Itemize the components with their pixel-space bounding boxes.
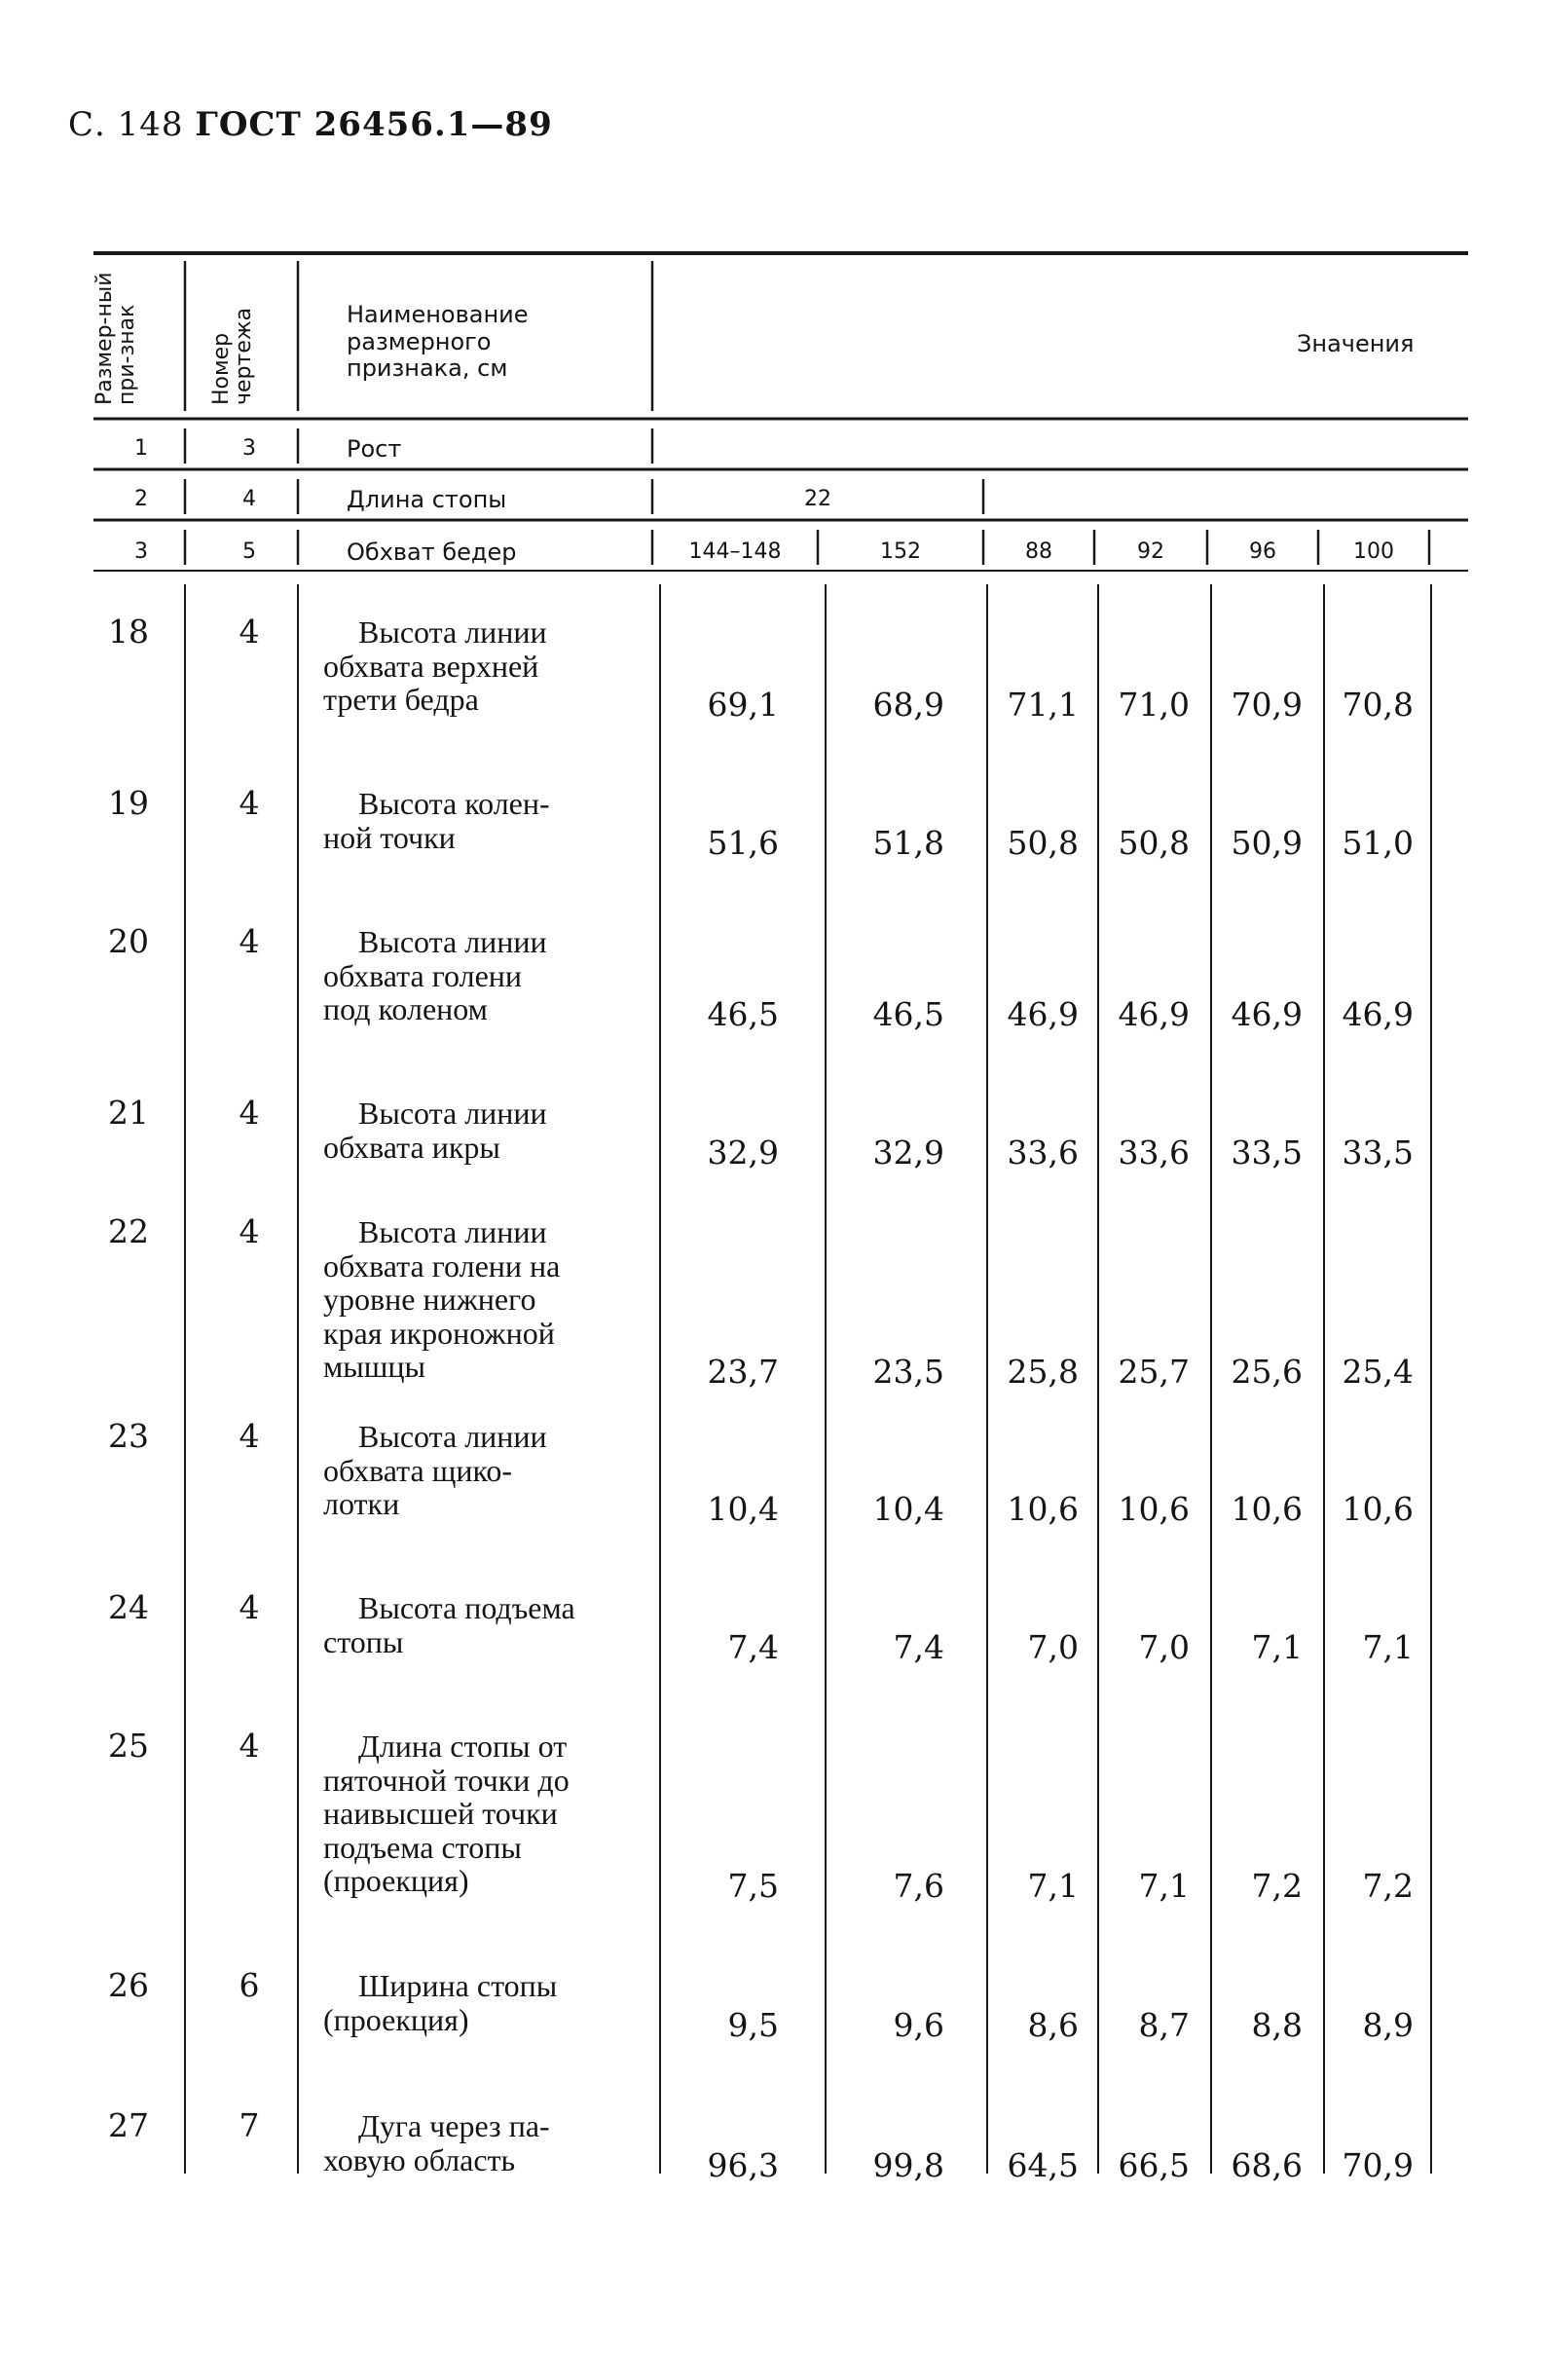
- row-value: 50,9: [1231, 823, 1303, 862]
- row-name-line: Высота колен-: [358, 786, 550, 821]
- row-drawing: 4: [239, 1212, 260, 1250]
- row-name-line: Дуга через па-: [358, 2108, 550, 2143]
- row-name-line: обхвата щико-: [323, 1452, 513, 1488]
- row-value: 68,6: [1231, 2145, 1303, 2184]
- row-drawing: 4: [239, 613, 260, 651]
- row-number: 26: [108, 1966, 149, 2004]
- row-name-line: Высота линии: [358, 614, 547, 650]
- param-value: 152: [880, 539, 921, 564]
- row-value: 70,8: [1342, 686, 1414, 724]
- row-name-line: под коленом: [323, 991, 488, 1026]
- row-drawing: 4: [239, 784, 260, 822]
- row-value: 70,9: [1231, 686, 1303, 724]
- row-value: 51,0: [1342, 823, 1414, 862]
- row-drawing: 6: [239, 1966, 260, 2004]
- row-value: 33,5: [1342, 1133, 1414, 1171]
- row-name-line: ховую область: [323, 2141, 516, 2177]
- row-name-line: стопы: [323, 1623, 404, 1659]
- param-value: 22: [804, 487, 831, 511]
- row-name-line: (проекция): [323, 1863, 469, 1898]
- row-name-line: пяточной точки до: [323, 1762, 570, 1798]
- param-value: 92: [1137, 539, 1164, 564]
- row-name-line: обхвата голени на: [323, 1247, 561, 1283]
- row-drawing: 7: [239, 2106, 260, 2144]
- row-value: 70,9: [1342, 2145, 1414, 2184]
- row-value: 23,7: [707, 1353, 779, 1391]
- param-row-name: Обхват бедер: [347, 539, 517, 566]
- row-value: 50,8: [1118, 823, 1190, 862]
- row-value: 46,9: [1007, 995, 1079, 1033]
- row-value: 51,8: [872, 823, 944, 862]
- row-value: 23,5: [872, 1353, 944, 1391]
- param-row-number: 3: [134, 539, 148, 564]
- row-value: 33,6: [1118, 1133, 1190, 1171]
- column-header-drawing: Номер чертежа: [209, 307, 257, 405]
- row-number: 27: [108, 2106, 149, 2144]
- row-value: 50,8: [1007, 823, 1079, 862]
- param-row-name: Длина стопы: [347, 486, 507, 513]
- row-value: 68,9: [872, 686, 944, 724]
- row-value: 46,5: [707, 995, 779, 1033]
- row-value: 7,4: [727, 1627, 779, 1666]
- row-value: 96,3: [707, 2145, 779, 2184]
- row-value: 7,1: [1138, 1867, 1190, 1905]
- row-name-line: Высота линии: [358, 1096, 547, 1131]
- param-value: 144–148: [688, 539, 782, 564]
- param-row-name: Рост: [347, 435, 402, 463]
- row-value: 8,8: [1251, 2005, 1303, 2044]
- row-name-line: обхвата голени: [323, 957, 523, 993]
- row-value: 46,9: [1231, 995, 1303, 1033]
- row-value: 10,4: [872, 1490, 944, 1528]
- row-name-line: трети бедра: [323, 682, 479, 717]
- row-value: 9,6: [893, 2005, 944, 2044]
- row-name-line: Высота линии: [358, 1214, 547, 1249]
- row-name-line: подъема стопы: [323, 1829, 522, 1865]
- row-value: 46,5: [872, 995, 944, 1033]
- row-value: 8,7: [1138, 2005, 1190, 2044]
- row-number: 22: [108, 1212, 149, 1250]
- row-name-line: Высота подъема: [358, 1590, 575, 1625]
- param-row-number: 2: [134, 487, 148, 511]
- row-value: 7,2: [1362, 1867, 1414, 1905]
- param-row-drawing: 5: [242, 539, 256, 564]
- row-value: 7,1: [1362, 1627, 1414, 1666]
- row-value: 46,9: [1342, 995, 1414, 1033]
- row-value: 10,6: [1007, 1490, 1079, 1528]
- row-value: 71,1: [1007, 686, 1079, 724]
- row-name-line: Ширина стопы: [358, 1968, 558, 2003]
- row-value: 10,6: [1342, 1490, 1414, 1528]
- row-name-line: Высота линии: [358, 1419, 547, 1454]
- row-value: 7,2: [1251, 1867, 1303, 1905]
- row-value: 33,6: [1007, 1133, 1079, 1171]
- param-value: 88: [1025, 539, 1052, 564]
- row-drawing: 4: [239, 1588, 260, 1626]
- row-value: 46,9: [1118, 995, 1190, 1033]
- row-name-line: края икроножной: [323, 1315, 555, 1351]
- row-value: 7,5: [727, 1867, 779, 1905]
- row-name-line: Длина стопы от: [358, 1729, 568, 1764]
- row-value: 7,6: [893, 1867, 944, 1905]
- row-value: 64,5: [1007, 2145, 1079, 2184]
- row-value: 66,5: [1118, 2145, 1190, 2184]
- row-value: 99,8: [872, 2145, 944, 2184]
- row-number: 20: [108, 922, 149, 960]
- row-value: 25,8: [1007, 1353, 1079, 1391]
- row-value: 10,6: [1231, 1490, 1303, 1528]
- row-value: 7,0: [1027, 1627, 1079, 1666]
- row-drawing: 4: [239, 922, 260, 960]
- row-value: 71,0: [1118, 686, 1190, 724]
- page-number: С. 148: [68, 105, 184, 144]
- column-header-values: Значения: [1297, 330, 1415, 357]
- param-row-drawing: 3: [242, 436, 256, 461]
- row-name-line: обхвата верхней: [323, 648, 539, 684]
- row-number: 19: [108, 784, 149, 822]
- row-name-line: уровне нижнего: [323, 1282, 536, 1317]
- row-value: 7,1: [1251, 1627, 1303, 1666]
- param-row-drawing: 4: [242, 487, 256, 511]
- row-value: 25,7: [1118, 1353, 1190, 1391]
- row-name-line: лотки: [323, 1486, 400, 1521]
- row-value: 25,4: [1342, 1353, 1414, 1391]
- param-value: 96: [1249, 539, 1276, 564]
- param-value: 100: [1353, 539, 1394, 564]
- row-number: 24: [108, 1588, 149, 1626]
- row-name-line: мышцы: [323, 1349, 426, 1384]
- row-value: 9,5: [727, 2005, 779, 2044]
- row-drawing: 4: [239, 1094, 260, 1132]
- row-value: 69,1: [707, 686, 779, 724]
- row-number: 21: [108, 1094, 149, 1132]
- row-number: 23: [108, 1417, 149, 1455]
- standard-code: ГОСТ 26456.1—89: [195, 105, 553, 144]
- row-value: 32,9: [872, 1133, 944, 1171]
- row-value: 7,0: [1138, 1627, 1190, 1666]
- row-value: 10,4: [707, 1490, 779, 1528]
- row-number: 18: [108, 613, 149, 651]
- row-name-line: Высота линии: [358, 924, 547, 959]
- row-value: 32,9: [707, 1133, 779, 1171]
- column-header-sign: Размер-ный при-знак: [92, 272, 140, 405]
- row-name-line: (проекция): [323, 2001, 469, 2037]
- row-drawing: 4: [239, 1727, 260, 1765]
- row-name-line: ной точки: [323, 819, 456, 855]
- row-value: 10,6: [1118, 1490, 1190, 1528]
- row-number: 25: [108, 1727, 149, 1765]
- row-value: 25,6: [1231, 1353, 1303, 1391]
- row-value: 8,6: [1027, 2005, 1079, 2044]
- row-name-line: обхвата икры: [323, 1129, 500, 1165]
- row-name-line: наивысшей точки: [323, 1796, 558, 1831]
- param-row-number: 1: [134, 436, 148, 461]
- row-value: 7,4: [893, 1627, 944, 1666]
- row-drawing: 4: [239, 1417, 260, 1455]
- row-value: 8,9: [1362, 2005, 1414, 2044]
- column-header-name: Наименование размерного признака, см: [347, 301, 529, 383]
- row-value: 7,1: [1027, 1867, 1079, 1905]
- row-value: 33,5: [1231, 1133, 1303, 1171]
- row-value: 51,6: [707, 823, 779, 862]
